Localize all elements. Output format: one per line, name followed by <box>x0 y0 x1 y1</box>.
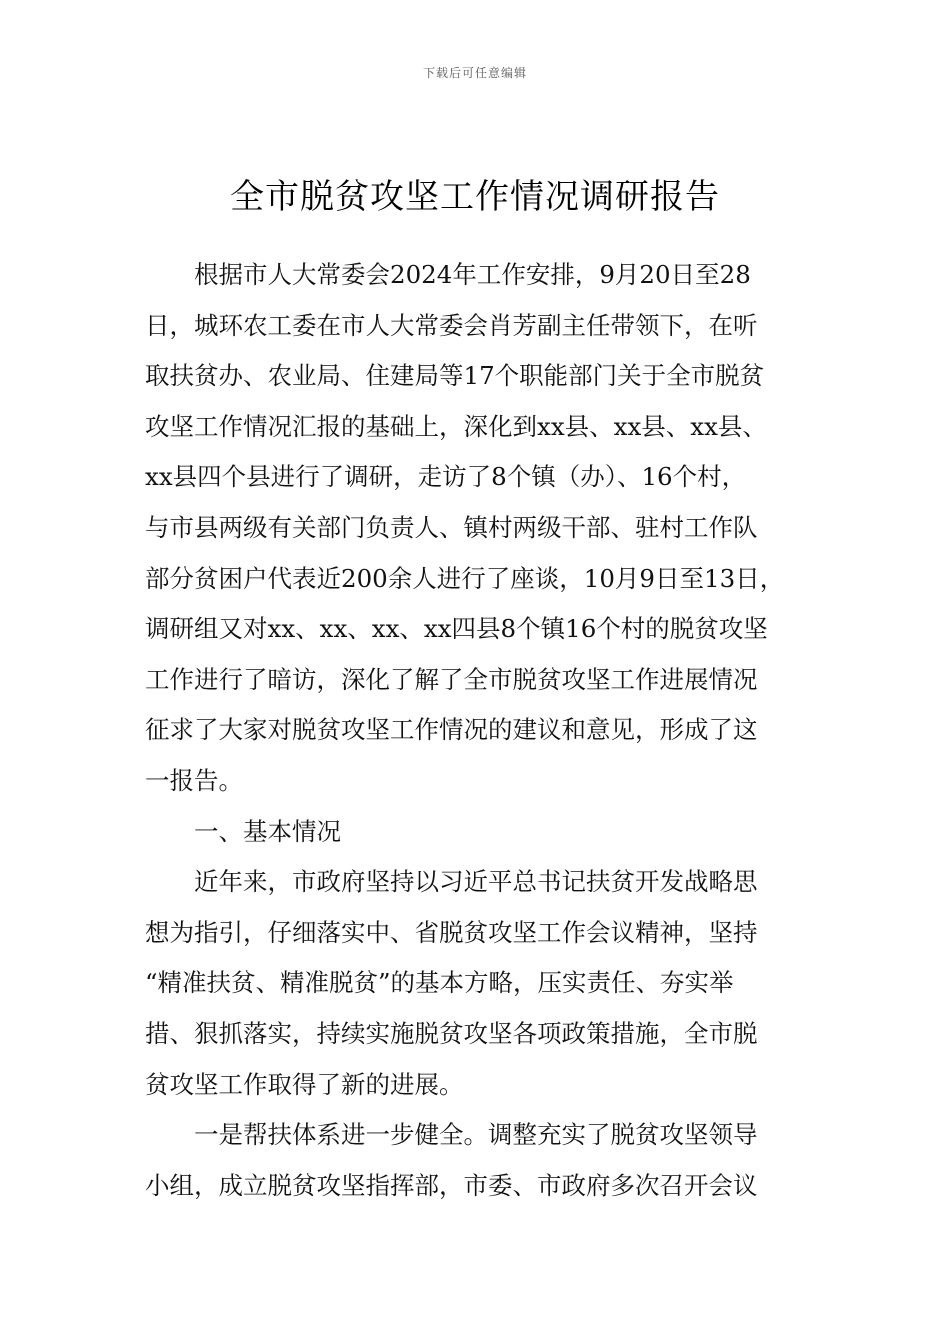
document-title: 全市脱贫攻坚工作情况调研报告 <box>230 177 720 217</box>
body-line: 日，城环农工委在市人大常委会肖芳副主任带领下，在听 <box>145 310 758 340</box>
section-heading: 一、基本情况 <box>194 816 341 846</box>
body-line: 攻坚工作情况汇报的基础上，深化到xx县、xx县、xx县、 <box>145 411 767 441</box>
body-line: 征求了大家对脱贫攻坚工作情况的建议和意见，形成了这 <box>145 715 758 745</box>
body-line: 工作进行了暗访，深化了解了全市脱贫攻坚工作进展情况 <box>145 664 758 694</box>
body-line: 与市县两级有关部门负责人、镇村两级干部、驻村工作队 <box>145 512 758 542</box>
body-line: 一是帮扶体系进一步健全。调整充实了脱贫攻坚领导 <box>194 1120 758 1150</box>
body-line: 一报告。 <box>145 765 243 795</box>
body-line: 调研组又对xx、xx、xx、xx四县8个镇16个村的脱贫攻坚 <box>145 614 768 644</box>
body-line: 根据市人大常委会2024年工作安排，9月20日至28 <box>194 260 751 289</box>
body-line: 取扶贫办、农业局、住建局等17个职能部门关于全市脱贫 <box>145 361 765 391</box>
body-line: “精准扶贫、精准脱贫”的基本方略，压实责任、夯实举 <box>145 968 734 998</box>
page-header-note: 下载后可任意编辑 <box>422 66 527 80</box>
body-line: 近年来，市政府坚持以习近平总书记扶贫开发战略思 <box>194 867 758 897</box>
body-line: 部分贫困户代表近200余人进行了座谈，10月9日至13日， <box>145 563 785 593</box>
body-line: 措、狠抓落实，持续实施脱贫攻坚各项政策措施，全市脱 <box>145 1018 758 1048</box>
body-line: 想为指引，仔细落实中、省脱贫攻坚工作会议精神，坚持 <box>145 917 758 947</box>
body-line: xx县四个县进行了调研，走访了8个镇（办）、16个村， <box>145 462 747 492</box>
body-line: 小组，成立脱贫攻坚指挥部，市委、市政府多次召开会议 <box>145 1170 758 1200</box>
body-line: 贫攻坚工作取得了新的进展。 <box>145 1069 464 1099</box>
document-body <box>145 250 821 1211</box>
